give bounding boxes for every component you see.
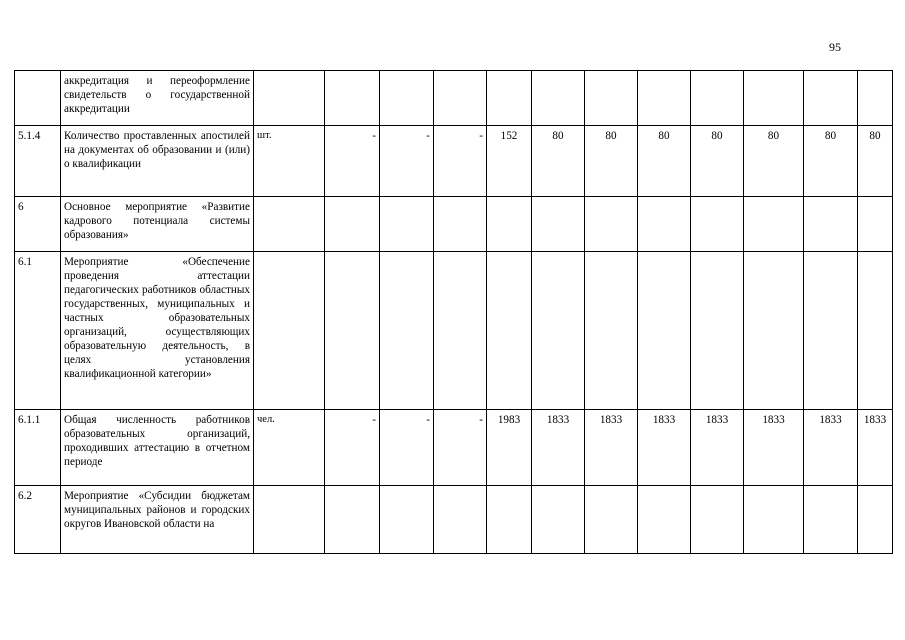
value-cell <box>585 197 638 252</box>
value-cell <box>691 71 744 126</box>
value-cell: - <box>325 410 380 486</box>
table-row <box>15 126 893 197</box>
value-cell: 1833 <box>744 410 804 486</box>
value-cell <box>804 486 858 554</box>
value-cell: 1833 <box>858 410 893 486</box>
value-cell <box>380 252 434 410</box>
value-cell: 80 <box>532 126 585 197</box>
value-cell <box>325 197 380 252</box>
value-cell: 80 <box>858 126 893 197</box>
value-cell <box>804 71 858 126</box>
row-name-cell: Количество проставленных апостилей на документах об образовании и (или) о квалификации <box>61 126 254 197</box>
value-cell: 1983 <box>487 410 532 486</box>
value-cell <box>434 197 487 252</box>
value-cell <box>691 252 744 410</box>
value-cell <box>744 197 804 252</box>
row-name-cell: Мероприятие «Субсидии бюджетам муниципальных районов и городских округов Ивановской области на <box>61 486 254 554</box>
value-cell: 1833 <box>585 410 638 486</box>
value-cell <box>380 486 434 554</box>
value-cell <box>638 71 691 126</box>
value-cell <box>487 71 532 126</box>
value-cell <box>858 197 893 252</box>
row-unit-cell <box>254 486 325 554</box>
value-cell <box>532 252 585 410</box>
value-cell <box>380 71 434 126</box>
table-row <box>15 486 893 554</box>
value-cell <box>858 71 893 126</box>
table-row <box>15 410 893 486</box>
value-cell <box>638 252 691 410</box>
page-number: 95 <box>829 40 841 54</box>
value-cell: 80 <box>691 126 744 197</box>
row-code-cell: 6 <box>15 197 61 252</box>
row-unit-cell <box>254 197 325 252</box>
value-cell: 80 <box>585 126 638 197</box>
value-cell <box>585 486 638 554</box>
value-cell <box>691 197 744 252</box>
row-code-cell: 6.2 <box>15 486 61 554</box>
value-cell <box>532 486 585 554</box>
value-cell <box>804 252 858 410</box>
value-cell <box>744 486 804 554</box>
indicators-table <box>14 70 893 554</box>
row-code-cell <box>15 71 61 126</box>
value-cell <box>804 197 858 252</box>
table-row <box>15 71 893 126</box>
value-cell: - <box>434 126 487 197</box>
value-cell: 80 <box>638 126 691 197</box>
row-name-cell: Общая численность работников образовательных организаций, проходивших аттестацию в отчетном периоде <box>61 410 254 486</box>
value-cell <box>585 71 638 126</box>
value-cell <box>325 252 380 410</box>
row-name-cell: Основное мероприятие «Развитие кадрового потенциала системы образования» <box>61 197 254 252</box>
value-cell <box>638 486 691 554</box>
row-name-cell: Мероприятие «Обеспечение проведения аттестации педагогических работников областных государственных, муниципальных и частных образовательных организаций, осуществляющих образовательную деятельность, в целях установления квалификационной категории» <box>61 252 254 410</box>
value-cell <box>325 71 380 126</box>
value-cell: 80 <box>804 126 858 197</box>
value-cell: - <box>380 410 434 486</box>
value-cell: 80 <box>744 126 804 197</box>
value-cell <box>585 252 638 410</box>
row-unit-cell <box>254 252 325 410</box>
value-cell <box>380 197 434 252</box>
row-code-cell: 6.1 <box>15 252 61 410</box>
value-cell: 1833 <box>532 410 585 486</box>
value-cell <box>691 486 744 554</box>
value-cell <box>858 486 893 554</box>
row-code-cell: 6.1.1 <box>15 410 61 486</box>
row-name-cell: аккредитация и переоформление свидетельств о государственной аккредитации <box>61 71 254 126</box>
value-cell <box>434 71 487 126</box>
value-cell: 1833 <box>804 410 858 486</box>
row-unit-cell: шт. <box>254 126 325 197</box>
value-cell <box>434 252 487 410</box>
value-cell <box>487 252 532 410</box>
value-cell: 1833 <box>691 410 744 486</box>
table-row <box>15 252 893 410</box>
value-cell <box>532 71 585 126</box>
value-cell <box>638 197 691 252</box>
value-cell: 152 <box>487 126 532 197</box>
value-cell <box>487 486 532 554</box>
table-row <box>15 197 893 252</box>
value-cell <box>487 197 532 252</box>
value-cell: - <box>325 126 380 197</box>
value-cell <box>744 252 804 410</box>
value-cell <box>434 486 487 554</box>
row-unit-cell: чел. <box>254 410 325 486</box>
row-unit-cell <box>254 71 325 126</box>
value-cell: 1833 <box>638 410 691 486</box>
row-code-cell: 5.1.4 <box>15 126 61 197</box>
value-cell <box>325 486 380 554</box>
value-cell <box>744 71 804 126</box>
value-cell <box>858 252 893 410</box>
value-cell: - <box>380 126 434 197</box>
value-cell: - <box>434 410 487 486</box>
value-cell <box>532 197 585 252</box>
